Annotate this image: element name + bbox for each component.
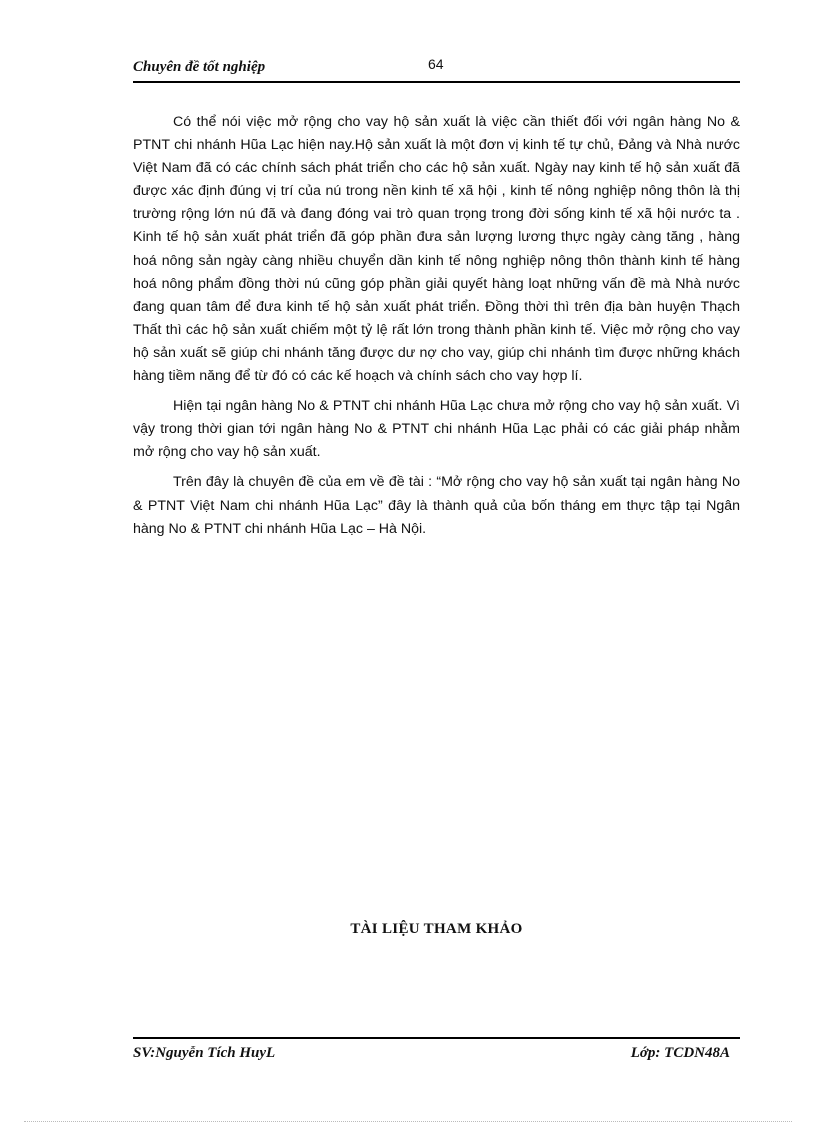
header-rule xyxy=(133,81,740,83)
document-title: Chuyên đề tốt nghiệp xyxy=(133,59,266,75)
references-heading: TÀI LIỆU THAM KHẢO xyxy=(350,921,523,937)
footer-rule xyxy=(133,1037,740,1039)
paragraph: Có thể nói việc mở rộng cho vay hộ sản xuất là việc cần thiết đối với ngân hàng No & PTNT chi nhánh Hũa Lạc hiện nay.Hộ sản xuất là một đơn vị kinh tế tự chủ, Đảng và Nhà nước Việt Nam đã có các chính sách phát triển cho các hộ sản xuất. Ngày nay kinh tế hộ sản xuất đã được xác định đúng vị trí của nú trong nền kinh tế xã hội , kinh tế nông nghiệp nông thôn là thị trường rộng lớn nú đã và đang đóng vai trò quan trọng trong đời sống kinh tế xã hội nước ta . Kinh tế hộ sản xuất phát triển đã góp phần đưa sản lượng lương thực ngày càng tăng , hàng hoá nông sản ngày càng nhiều chuyển dần kinh tế nông nghiệp nông thôn thành kinh tế hàng hoá nông phẩm đồng thời nú cũng góp phần giải quyết hàng loạt những vấn đề mà Nhà nước đang quan tâm để đưa kinh tế hộ sản xuất phát triển. Đồng thời thì trên địa bàn huyện Thạch Thất thì các hộ sản xuất chiếm một tỷ lệ rất lớn trong thành phần kinh tế. Việc mở rộng cho vay hộ sản xuất sẽ giúp chi nhánh tăng được dư nợ cho vay, giúp chi nhánh tìm được những khách hàng tiềm năng để từ đó có các kế hoạch và chính sách cho vay hợp lí. xyxy=(133,114,740,385)
paragraph: Hiện tại ngân hàng No & PTNT chi nhánh Hũa Lạc chưa mở rộng cho vay hộ sản xuất. Vì vậy trong thời gian tới ngân hàng No & PTNT chi nhánh Hũa Lạc phải có các giải pháp nhằm mở rộng cho vay hộ sản xuất. xyxy=(133,398,740,461)
page-edge-divider xyxy=(24,1121,792,1122)
student-name: SV:Nguyễn Tích HuyL xyxy=(133,1045,276,1061)
body-text xyxy=(133,111,740,548)
paragraph: Trên đây là chuyên đề của em về đề tài : “Mở rộng cho vay hộ sản xuất tại ngân hàng No & PTNT Việt Nam chi nhánh Hũa Lạc” đây là thành quả của bốn tháng em thực tập tại Ngân hàng No & PTNT chi nhánh Hũa Lạc – Hà Nội. xyxy=(133,474,740,537)
page-number: 64 xyxy=(428,56,444,72)
class-code: Lớp: TCDN48A xyxy=(630,1045,730,1061)
